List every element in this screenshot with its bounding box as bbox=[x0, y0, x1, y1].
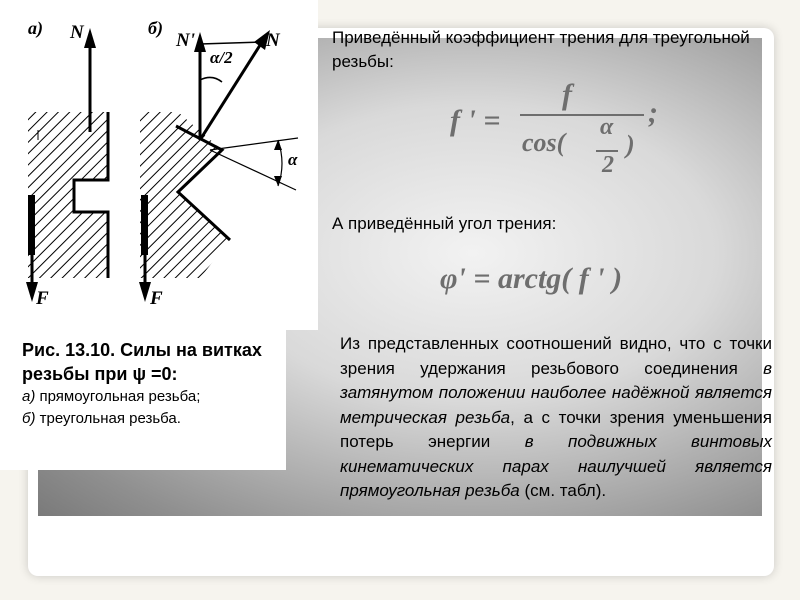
friction-angle-text: А приведённый угол трения: bbox=[332, 214, 557, 233]
figure-label-b: б) bbox=[148, 18, 163, 38]
force-label-n-left: N bbox=[70, 22, 84, 43]
intro-text: Приведённый коэффициент трения для треугольной резьбы: bbox=[332, 28, 750, 71]
force-label-n-right: N bbox=[266, 30, 280, 51]
caption-item-b bbox=[22, 408, 280, 430]
rectangular-thread-drawing bbox=[26, 28, 108, 302]
formula1-two: 2 bbox=[602, 152, 614, 178]
angle-label-alpha: α bbox=[288, 150, 298, 169]
conclusion-part-2: , а с точки зрения уменьшения потерь энергии bbox=[340, 407, 772, 451]
conclusion-emphasis-2: в подвижных винтовых кинематических парах наилучшей является прямоугольная резьба bbox=[340, 432, 773, 500]
conclusion-paragraph bbox=[340, 332, 772, 504]
friction-coefficient-formula bbox=[450, 78, 690, 188]
force-label-n-prime: N' bbox=[176, 30, 195, 51]
angle-label-half: α/2 bbox=[210, 48, 233, 67]
formula1-denominator: cos( bbox=[522, 128, 566, 157]
caption-item-a-letter: а) bbox=[22, 388, 36, 405]
force-label-f-right: F bbox=[150, 288, 163, 309]
figure-caption bbox=[22, 338, 280, 430]
caption-item-a bbox=[22, 386, 280, 408]
formula1-fraction-bar bbox=[520, 114, 644, 116]
caption-title: Рис. 13.10. Силы на витках резьбы при ψ =0: bbox=[22, 340, 262, 384]
friction-angle-formula: φ' = arctg( f ' ) bbox=[440, 262, 623, 295]
figure-label-a: а) bbox=[28, 18, 43, 38]
formula1-close-paren: ) bbox=[626, 130, 635, 159]
formula1-numerator: f bbox=[562, 78, 572, 111]
conclusion-emphasis-1: в затянутом положении наиболее надёжной является метрическая резьба bbox=[340, 358, 772, 427]
force-label-f-left: F bbox=[36, 288, 49, 309]
caption-item-a-text: прямоугольная резьба; bbox=[35, 388, 201, 405]
formula1-lhs: f ' = bbox=[450, 104, 501, 137]
caption-item-b-text: треугольная резьба. bbox=[35, 410, 181, 427]
conclusion-part-1: Из представленных соотношений видно, что с точки зрения удержания резьбового соединения bbox=[340, 334, 772, 378]
caption-item-b-letter: б) bbox=[22, 410, 36, 427]
conclusion-part-3: (см. табл). bbox=[519, 481, 607, 500]
formula1-alpha: α bbox=[600, 114, 614, 140]
formula1-semicolon: ; bbox=[648, 96, 658, 129]
triangular-thread-drawing bbox=[139, 30, 298, 302]
